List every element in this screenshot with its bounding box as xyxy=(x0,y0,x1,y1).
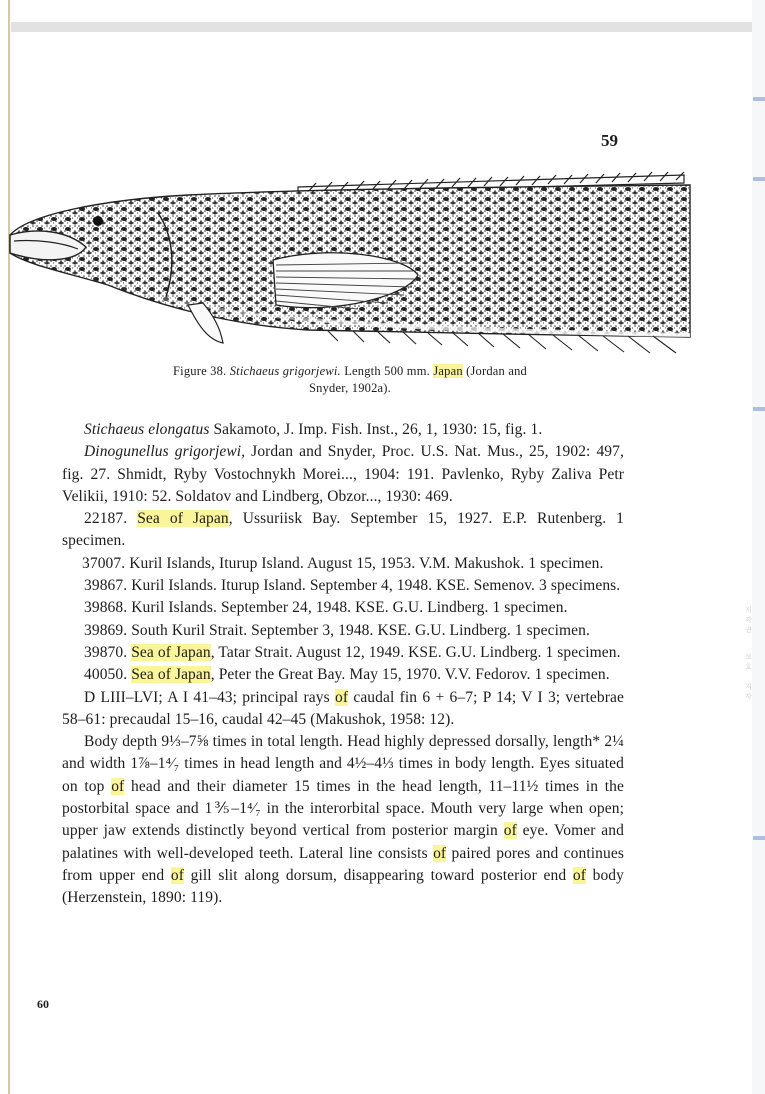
fish-drawing xyxy=(8,165,698,360)
caption-length: Length 500 mm. xyxy=(344,364,430,378)
synonym-name: Stichaeus elongatus xyxy=(84,421,210,438)
side-stamp-char: 보 xyxy=(745,653,753,661)
top-scroll-bar[interactable] xyxy=(11,22,752,32)
record-text: , Tatar Strait. August 12, 1949. KSE. G.U. Lindberg. 1 specimen. xyxy=(210,643,621,661)
counts-text: caudal fin 6 + 6–7; P 14; V I 3; vertebrae 58–61: precaudal 15–16, caudal 42–45 (Makushok, 1958: 12). xyxy=(62,688,624,728)
highlight: of xyxy=(170,866,185,884)
description-text: body (Herzenstein, 1890: 119). xyxy=(62,866,624,907)
material-record: 39868. Kuril Islands. September 24, 1948. KSE. G.U. Lindberg. 1 specimen. xyxy=(84,599,568,617)
meristic-counts xyxy=(62,687,624,732)
figure-caption xyxy=(100,363,600,397)
record-text: , Ussuriisk Bay. September 15, 1927. E.P. Rutenberg. 1 specimen. xyxy=(62,510,624,550)
fish-illustration xyxy=(8,165,698,360)
side-stamp-char: 저 xyxy=(745,683,753,691)
side-stamp-char: 작 xyxy=(745,693,753,701)
description-text: head and their diameter 15 times in the head length, 11–11½ times in the postorbital space and 1⅗–1⁴⁄₇ in the interorbital space. Mouth very large when open; upper jaw extends distinctly beyond vertical from posterior margin xyxy=(62,777,624,840)
synonym-citation: Jordan and Snyder, Proc. U.S. Nat. Mus., 25, 1902: 497, fig. 27. Shmidt, Ryby Vostochnykh Morei..., 1904: 191. Pavlenko, Ryby Zaliva Petr Velikii, 1910: 52. Soldatov and Lindberg, Obzor..., 1930: 469. xyxy=(62,443,624,505)
material-record xyxy=(62,642,624,664)
highlight: Sea of Japan xyxy=(131,666,211,684)
highlight: of xyxy=(433,844,447,862)
description-text: eye. Vomer and palatines with well-developed teeth. Lateral line consists xyxy=(62,822,624,862)
highlight: of xyxy=(334,688,349,706)
scroll-marker[interactable] xyxy=(753,177,765,181)
description-text: gill slit along dorsum, disappearing toward posterior end xyxy=(184,866,573,884)
highlight: of xyxy=(111,777,125,795)
right-side-panel xyxy=(752,0,765,1094)
material-record xyxy=(62,508,624,553)
material-record xyxy=(62,664,624,686)
highlight: Sea of Japan xyxy=(131,643,211,661)
caption-species: Stichaeus grigorjewi. xyxy=(229,364,341,378)
description-text: paired pores and continues from upper end xyxy=(62,844,624,884)
synonymy-entry xyxy=(62,441,624,508)
caption-reference-cont: Snyder, 1902a). xyxy=(309,381,391,395)
scroll-marker[interactable] xyxy=(753,836,765,840)
record-number: 39870. xyxy=(84,643,132,661)
margin-line-number: 60 xyxy=(37,997,49,1011)
side-stamp-char: 호 xyxy=(745,663,753,671)
caption-place-highlight: Japan xyxy=(433,364,463,378)
record-number: 40050. xyxy=(84,666,132,684)
record-text: , Peter the Great Bay. May 15, 1970. V.V. Fedorov. 1 specimen. xyxy=(210,666,610,684)
material-record: 37007. Kuril Islands, Iturup Island. August 15, 1953. V.M. Makushok. 1 specimen. xyxy=(82,554,604,572)
synonymy-entry xyxy=(62,419,624,441)
side-stamp-char: 작 xyxy=(745,616,753,624)
material-record: 39869. South Kuril Strait. September 3, 1948. KSE. G.U. Lindberg. 1 specimen. xyxy=(84,621,590,639)
description-text: Body depth 9⅓–7⅝ times in total length. Head highly depressed dorsally, length* 2¼ and width 1⅞–1⁴⁄₇ times in head length and 4½–4⅓ times in body length. Eyes situated on top xyxy=(62,733,624,795)
side-stamp-char: 권 xyxy=(745,626,753,634)
record-number: 22187. xyxy=(84,510,138,528)
description-paragraph xyxy=(62,731,624,909)
counts-text: D LIII–LVI; A I 41–43; principal rays xyxy=(84,688,335,706)
material-record: 39867. Kuril Islands. Iturup Island. September 4, 1948. KSE. Semenov. 3 specimens. xyxy=(84,577,621,595)
caption-prefix: Figure 38. xyxy=(173,364,227,378)
synonym-citation: Sakamoto, J. Imp. Fish. Inst., 26, 1, 1930: 15, fig. 1. xyxy=(209,421,543,438)
highlight: of xyxy=(572,866,586,884)
synonym-name: Dinogunellus grigorjewi, xyxy=(84,443,246,461)
page-number: 59 xyxy=(601,131,618,150)
highlight: of xyxy=(503,822,517,840)
main-text xyxy=(62,419,624,910)
scroll-marker[interactable] xyxy=(753,97,765,101)
highlight: Sea of Japan xyxy=(137,510,229,528)
scroll-marker[interactable] xyxy=(753,407,765,411)
caption-reference: (Jordan and xyxy=(466,364,527,378)
side-stamp-char: 저 xyxy=(745,606,753,614)
